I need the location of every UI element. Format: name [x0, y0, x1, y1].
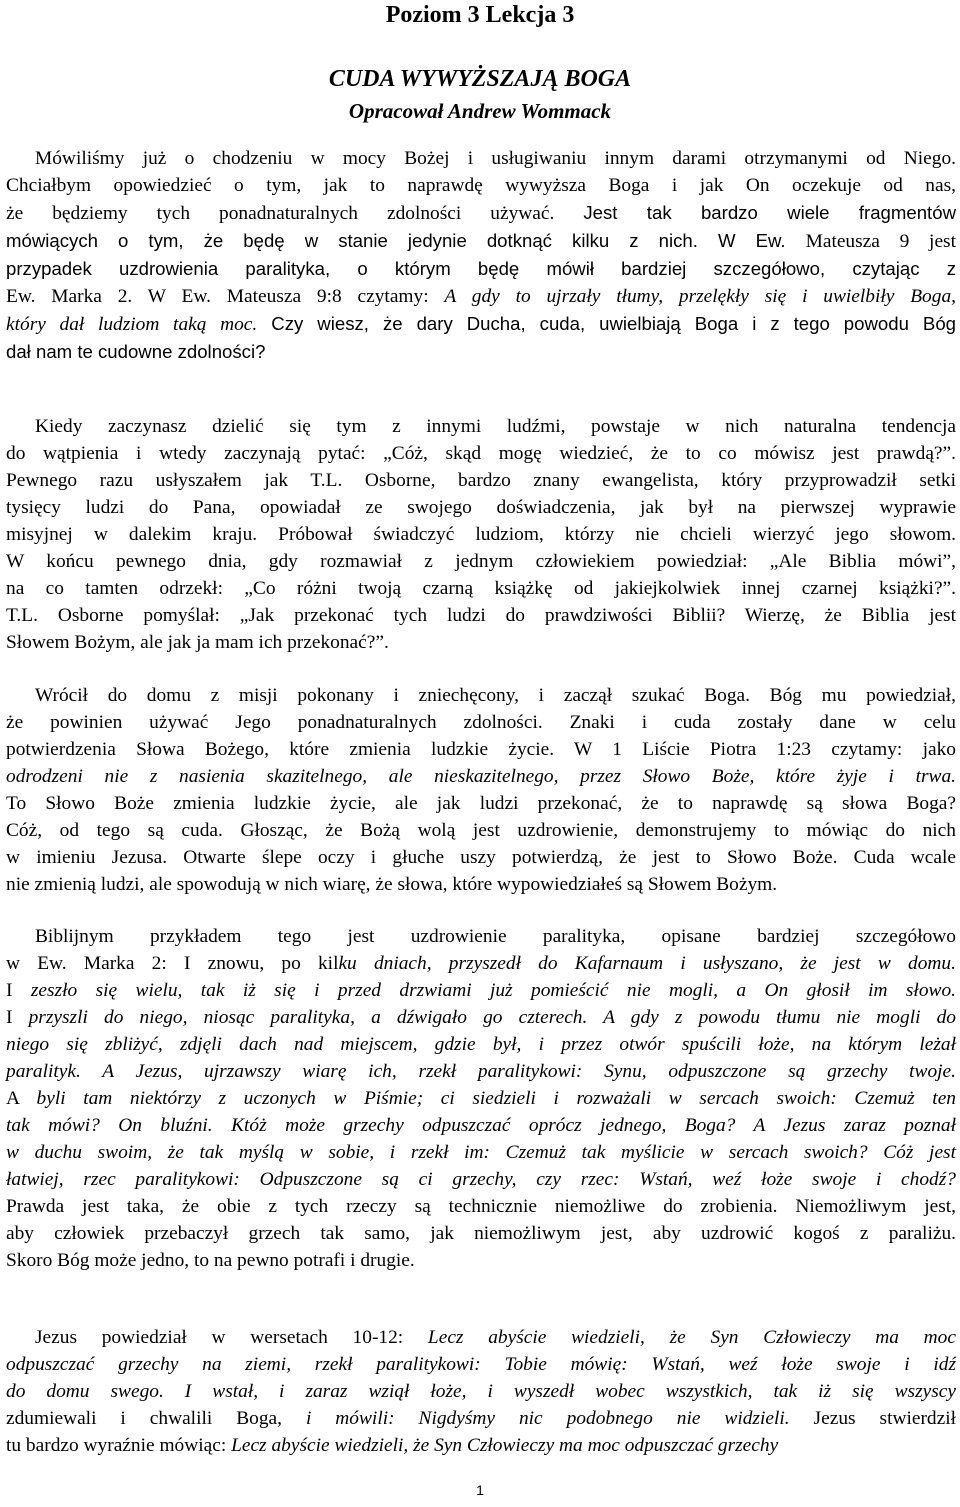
- text-line: [6, 1139, 956, 1166]
- text-segment: Cóż, od tego są cuda. Głosząc, że Bożą wolą jest uzdrowienie, demonstrujemy to mówiąc do nich: [6, 820, 956, 841]
- text-segment: na co tamten odrzekł: „Co różni twoją czarną książkę od jakiejkolwiek innej czarnej książki?”.: [6, 578, 956, 599]
- text-segment: To Słowo Boże zmienia ludzkie życie, ale jak ludzi przekonać, że to naprawdę są słowa Boga?: [6, 793, 956, 814]
- paragraph-1: [6, 145, 956, 366]
- italic-quote-text: Lecz abyście wiedzieli, że Syn Człowieczy ma moc: [427, 1327, 956, 1348]
- text-line: [6, 1031, 956, 1058]
- italic-quote-text: tak mówi? On bluźni. Któż może grzechy odpuszczać oprócz jednego, Boga? A Jezus zaraz poznał: [6, 1115, 956, 1136]
- text-line: [6, 199, 956, 227]
- text-line: [6, 709, 956, 736]
- text-line: [6, 1378, 956, 1405]
- italic-quote-text: przyszli do niego, niosąc paralityka, a dźwigało go czterech. A gdy z powodu tłumu nie mogli do: [28, 1007, 956, 1028]
- text-line: [6, 1058, 956, 1085]
- text-segment: potwierdzenia Słowa Bożego, które zmienia ludzkie życie. W 1 Liście Piotra 1:23 czytamy: jako: [6, 739, 956, 760]
- text-line: [6, 763, 956, 790]
- document-title: CUDA WYWYŻSZAJĄ BOGA: [328, 66, 632, 92]
- text-line: [6, 145, 956, 172]
- text-line: [6, 871, 956, 898]
- text-segment: Chciałbym opowiedzieć o tym, jak to naprawdę wywyższa Boga i jak On oczekuje od nas,: [6, 175, 956, 196]
- text-line: [6, 977, 956, 1004]
- lesson-heading: Poziom 3 Lekcja 3: [385, 2, 575, 28]
- text-line: [6, 338, 956, 366]
- text-line: [6, 310, 956, 338]
- text-line: [6, 682, 956, 709]
- text-segment: do wątpienia i wtedy zaczynają pytać: „Cóż, skąd mogę wiedzieć, że to co mówisz jest prawdą?”.: [6, 443, 956, 464]
- text-line: [6, 790, 956, 817]
- text-line: [6, 1112, 956, 1139]
- text-segment: Ew. Marka 2. W Ew. Mateusza 9:8 czytamy:: [6, 286, 445, 307]
- italic-quote-text: i mówili: Nigdyśmy nic podobnego nie widzieli.: [305, 1408, 790, 1429]
- text-segment: Pewnego razu usłyszałem jak T.L. Osborne, bardzo znany ewangelista, który przyprowadził setki: [6, 470, 956, 491]
- text-segment: Jest tak bardzo wiele fragmentów: [583, 202, 956, 223]
- text-segment: Skoro Bóg może jedno, to na pewno potrafi i drugie.: [6, 1250, 415, 1271]
- paragraph-5: [6, 1324, 956, 1459]
- italic-quote-text: A gdy to ujrzały tłumy, przelękły się i uwielbiły Boga,: [444, 286, 956, 307]
- text-segment: że powinien używać Jego ponadnaturalnych zdolności. Znaki i cuda zostały dane w celu: [6, 712, 956, 733]
- text-segment: W końcu pewnego dnia, gdy rozmawiał z jednym człowiekiem powiedział: „Ale Biblia mówi”,: [6, 551, 956, 572]
- text-line: [6, 736, 956, 763]
- text-segment: T.L. Osborne pomyślał: „Jak przekonać tych ludzi do prawdziwości Biblii? Wierzę, że Biblia jest: [6, 605, 956, 626]
- text-line: [6, 1324, 956, 1351]
- text-segment: Słowem Bożym, ale jak ja mam ich przekonać?”.: [6, 632, 389, 653]
- text-segment: I: [6, 1007, 29, 1028]
- text-segment: nie zmienią ludzi, ale spowodują w nich wiarę, że słowa, które wypowiedziałeś są Słowem Bożym.: [6, 874, 778, 895]
- text-segment: że będziemy tych ponadnaturalnych zdolności używać.: [6, 203, 584, 224]
- paragraph-2: [6, 413, 956, 656]
- text-segment: przypadek uzdrowienia paralityka, o którym będę mówił bardziej szczegółowo, czytając z: [6, 258, 956, 279]
- text-line: [6, 1193, 956, 1220]
- text-segment: Mówiliśmy już o chodzeniu w mocy Bożej i usługiwaniu innym darami otrzymanymi od Niego.: [35, 148, 956, 169]
- page-number: 1: [476, 1482, 484, 1498]
- text-segment: I: [6, 980, 31, 1001]
- text-segment: mówiących o tym, że będę w stanie jedynie dotknąć kilku z nich. W Ew.: [6, 230, 806, 251]
- italic-quote-text: byli tam niektórzy z uczonych w Piśmie; ci siedzieli i rozważali w sercach swoich: Czemuż ten: [36, 1088, 956, 1109]
- text-line: [6, 440, 956, 467]
- text-line: [6, 255, 956, 283]
- italic-quote-text: odrodzeni nie z nasienia skazitelnego, ale nieskazitelnego, przez Słowo Boże, które żyje i trwa.: [6, 766, 956, 787]
- text-segment: zdumiewali i chwalili Boga,: [6, 1408, 306, 1429]
- text-segment: Wrócił do domu z misji pokonany i zniechęcony, i zaczął szukać Boga. Bóg mu powiedział,: [35, 685, 956, 706]
- text-line: [6, 950, 956, 977]
- text-line: [6, 602, 956, 629]
- text-line: [6, 844, 956, 871]
- text-line: [6, 1247, 956, 1274]
- text-line: [6, 283, 956, 310]
- text-segment: Kiedy zaczynasz dzielić się tym z innymi ludźmi, powstaje w nich naturalna tendencja: [35, 416, 956, 437]
- text-segment: w imieniu Jezusa. Otwarte ślepe oczy i głuche uszy potwierdzą, że jest to Słowo Boże. Cuda wcale: [6, 847, 956, 868]
- text-line: [6, 1085, 956, 1112]
- text-segment: Prawda jest taka, że obie z tych rzeczy są technicznie niemożliwe do zrobienia. Niemożliwym jest,: [6, 1196, 956, 1217]
- text-segment: Jezus powiedział w wersetach 10-12:: [35, 1327, 428, 1348]
- text-line: [6, 1405, 956, 1432]
- text-line: [6, 1220, 956, 1247]
- text-line: [6, 494, 956, 521]
- italic-quote-text: ku dniach, przyszedł do Kafarnaum i usłyszano, że jest w domu.: [338, 953, 956, 974]
- text-segment: aby człowiek przebaczył grzech tak samo, jak niemożliwym jest, aby uzdrowić kogoś z paraliżu.: [6, 1223, 956, 1244]
- italic-quote-text: niego się zbliżyć, zdjęli dach nad miejscem, gdzie był, i przez otwór spuścili łoże, na którym leżał: [6, 1034, 956, 1055]
- text-line: [6, 817, 956, 844]
- author-line: Opracował Andrew Wommack: [348, 99, 612, 123]
- text-line: [6, 1351, 956, 1378]
- text-line: [6, 172, 956, 199]
- text-segment: tu bardzo wyraźnie mówiąc:: [6, 1435, 232, 1456]
- text-segment: w Ew. Marka 2: I znowu, po kil: [6, 953, 339, 974]
- text-line: [6, 413, 956, 440]
- text-segment: Biblijnym przykładem tego jest uzdrowienie paralityka, opisane bardziej szczegółowo: [35, 926, 956, 947]
- text-line: [6, 1166, 956, 1193]
- text-segment: dał nam te cudowne zdolności?: [6, 341, 266, 362]
- text-segment: A: [6, 1088, 37, 1109]
- italic-quote-text: który dał ludziom taką moc.: [6, 314, 258, 335]
- italic-quote-text: zeszło się wielu, tak iż się i przed drzwiami już pomieścić nie mogli, a On głosił im słowo.: [30, 980, 956, 1001]
- italic-quote-text: paralityk. A Jezus, ujrzawszy wiarę ich, rzekł paralitykowi: Synu, odpuszczone są grzechy twoje.: [6, 1061, 956, 1082]
- text-line: [6, 629, 956, 656]
- text-line: [6, 1004, 956, 1031]
- italic-quote-text: łatwiej, rzec paralitykowi: Odpuszczone są ci grzechy, czy rzec: Wstań, weź łoże swoje i chodź?: [6, 1169, 956, 1190]
- text-segment: Jezus stwierdził: [789, 1408, 956, 1429]
- text-line: [6, 548, 956, 575]
- text-line: [6, 467, 956, 494]
- italic-quote-text: do domu swego. I wstał, i zaraz wziął łoże, i wyszedł wobec wszystkich, tak iż się wszyscy: [6, 1381, 956, 1402]
- italic-quote-text: w duchu swoim, że tak myślą w sobie, i rzekł im: Czemuż tak myślicie w sercach swoich? Cóż jest: [6, 1142, 956, 1163]
- text-line: [6, 575, 956, 602]
- text-line: [6, 227, 956, 255]
- italic-quote-text: odpuszczać grzechy na ziemi, rzekł paralitykowi: Tobie mówię: Wstań, weź łoże swoje i idź: [6, 1354, 956, 1375]
- text-segment: Mateusza 9 jest: [805, 231, 956, 252]
- text-segment: tysięcy ludzi do Pana, opowiadał ze swojego doświadczenia, jak był na pierwszej wyprawie: [6, 497, 956, 518]
- paragraph-4: [6, 923, 956, 1274]
- text-segment: misyjnej w dalekim kraju. Próbował świadczyć ludziom, którzy nie chcieli wierzyć jego słowom.: [6, 524, 956, 545]
- italic-quote-text: Lecz abyście wiedzieli, że Syn Człowieczy ma moc odpuszczać grzechy: [231, 1435, 779, 1456]
- text-segment: Czy wiesz, że dary Ducha, cuda, uwielbiają Boga i z tego powodu Bóg: [257, 313, 956, 334]
- text-line: [6, 521, 956, 548]
- text-line: [6, 1432, 956, 1459]
- text-line: [6, 923, 956, 950]
- paragraph-3: [6, 682, 956, 898]
